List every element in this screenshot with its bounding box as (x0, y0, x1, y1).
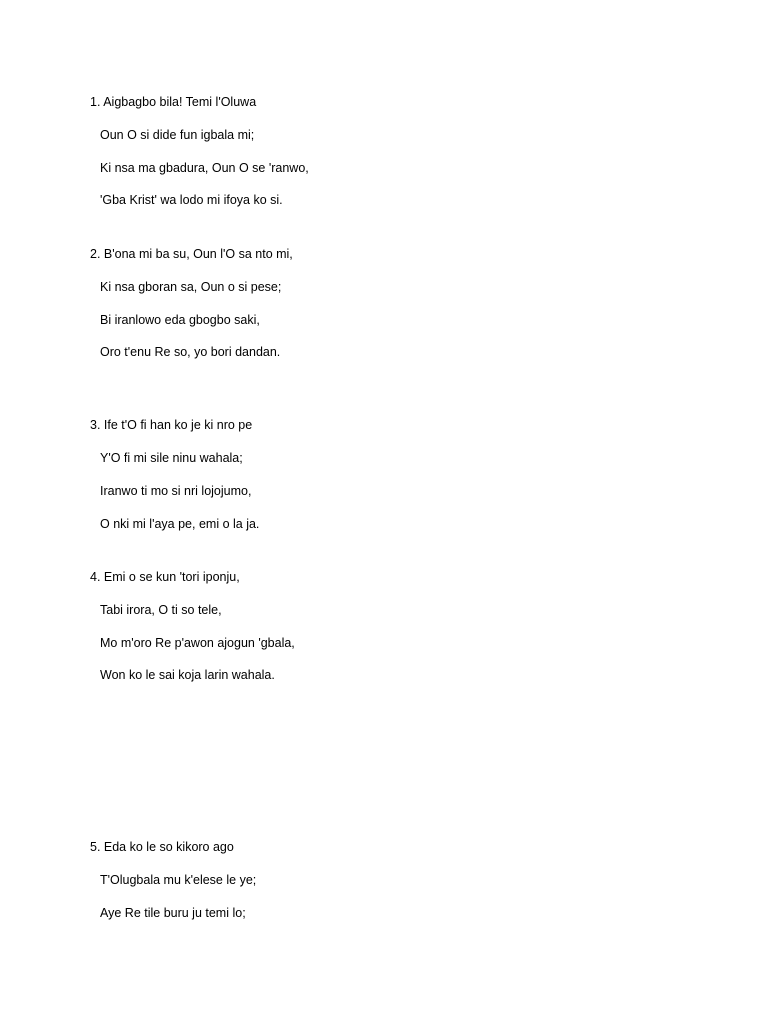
stanza-line: Tabi irora, O ti so tele, (100, 603, 222, 617)
stanza-line: 3. Ife t'O fi han ko je ki nro pe (90, 418, 253, 432)
stanza-line: 'Gba Krist' wa lodo mi ifoya ko si. (100, 193, 283, 207)
stanza-line: Oun O si dide fun igbala mi; (100, 128, 255, 142)
stanza-line: Mo m'oro Re p'awon ajogun 'gbala, (100, 636, 295, 650)
stanza-line: 2. B'ona mi ba su, Oun l'O sa nto mi, (90, 247, 293, 261)
stanza-line: Oro t'enu Re so, yo bori dandan. (100, 345, 281, 359)
stanza-line: 1. Aigbagbo bila! Temi l'Oluwa (90, 95, 257, 109)
stanza-line: Bi iranlowo eda gbogbo saki, (100, 313, 260, 327)
stanza-line: Won ko le sai koja larin wahala. (100, 668, 275, 682)
stanza-line: T'Olugbala mu k'elese le ye; (100, 873, 257, 887)
stanza-line: Ki nsa ma gbadura, Oun O se 'ranwo, (100, 161, 309, 175)
stanza-line: 5. Eda ko le so kikoro ago (90, 840, 234, 854)
stanza-line: 4. Emi o se kun 'tori iponju, (90, 570, 240, 584)
stanza-line: Aye Re tile buru ju temi lo; (100, 906, 246, 920)
stanza-line: Iranwo ti mo si nri lojojumo, (100, 484, 252, 498)
stanza-line: Y'O fi mi sile ninu wahala; (100, 451, 243, 465)
stanza-line: Ki nsa gboran sa, Oun o si pese; (100, 280, 282, 294)
stanza-line: O nki mi l'aya pe, emi o la ja. (100, 517, 260, 531)
